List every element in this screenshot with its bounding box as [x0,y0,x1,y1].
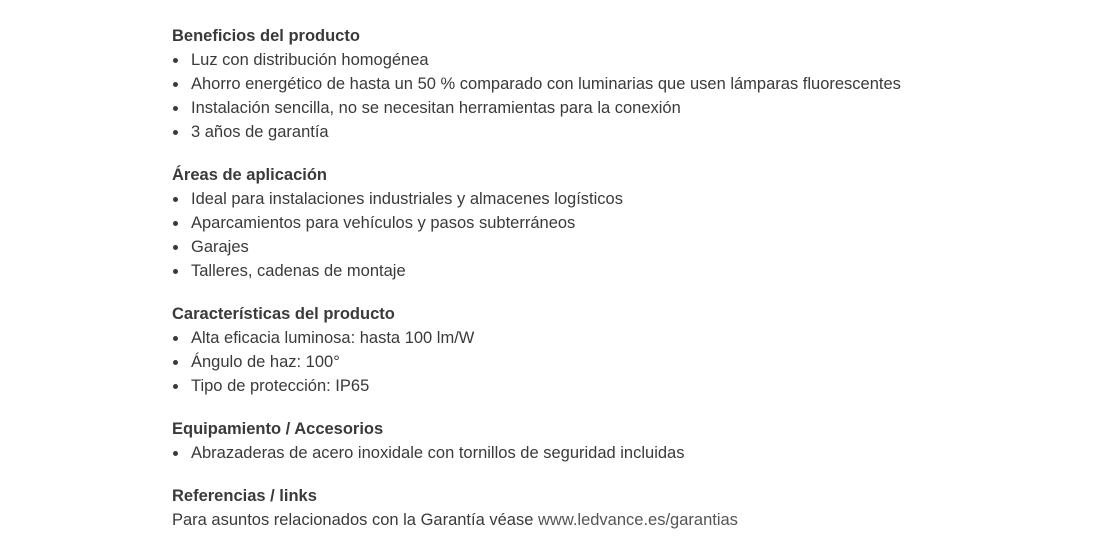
section-application-areas [172,163,1072,283]
list-item-text: Aparcamientos para vehículos y pasos subterráneos [191,214,576,232]
list-item-text: Talleres, cadenas de montaje [191,262,406,280]
bullet-list [172,48,1072,144]
bullet-list [172,441,1072,465]
bullet-icon [173,336,178,341]
references-text: Para asuntos relacionados con la Garantía véase [172,511,538,529]
section-title: Equipamiento / Accesorios [172,420,384,438]
list-item [172,211,1072,235]
section-title: Referencias / links [172,487,317,505]
section-title: Características del producto [172,305,395,323]
references-paragraph [172,508,1072,532]
bullet-list [172,326,1072,398]
bullet-icon [173,221,178,226]
list-item-text: Instalación sencilla, no se necesitan herramientas para la conexión [191,99,681,117]
list-item [172,187,1072,211]
list-item-text: Luz con distribución homogénea [191,51,429,69]
list-item [172,441,1072,465]
bullet-icon [173,245,178,250]
section-product-features [172,302,1072,398]
list-item [172,259,1072,283]
list-item [172,235,1072,259]
section-title: Áreas de aplicación [172,166,327,184]
section-references [172,484,1072,532]
list-item [172,48,1072,72]
list-item [172,96,1072,120]
list-item [172,120,1072,144]
list-item-text: Ahorro energético de hasta un 50 % comparado con luminarias que usen lámparas fluorescentes [191,75,901,93]
section-equipment [172,417,1072,465]
bullet-icon [173,451,178,456]
section-title: Beneficios del producto [172,27,360,45]
list-item-text: Garajes [191,238,249,256]
list-item-text: 3 años de garantía [191,123,329,141]
list-item [172,350,1072,374]
bullet-list [172,187,1072,283]
bullet-icon [173,130,178,135]
warranty-link[interactable]: www.ledvance.es/garantias [537,511,738,529]
list-item-text: Abrazaderas de acero inoxidale con tornillos de seguridad incluidas [191,444,685,462]
list-item-text: Ángulo de haz: 100° [191,353,340,371]
product-info [172,24,1072,551]
section-benefits [172,24,1072,144]
list-item-text: Alta eficacia luminosa: hasta 100 lm/W [191,329,475,347]
list-item-text: Ideal para instalaciones industriales y almacenes logísticos [191,190,623,208]
bullet-icon [173,58,178,63]
bullet-icon [173,106,178,111]
list-item [172,374,1072,398]
list-item [172,72,1072,96]
list-item [172,326,1072,350]
list-item-text: Tipo de protección: IP65 [191,377,370,395]
bullet-icon [173,384,178,389]
bullet-icon [173,197,178,202]
bullet-icon [173,360,178,365]
bullet-icon [173,269,178,274]
bullet-icon [173,82,178,87]
